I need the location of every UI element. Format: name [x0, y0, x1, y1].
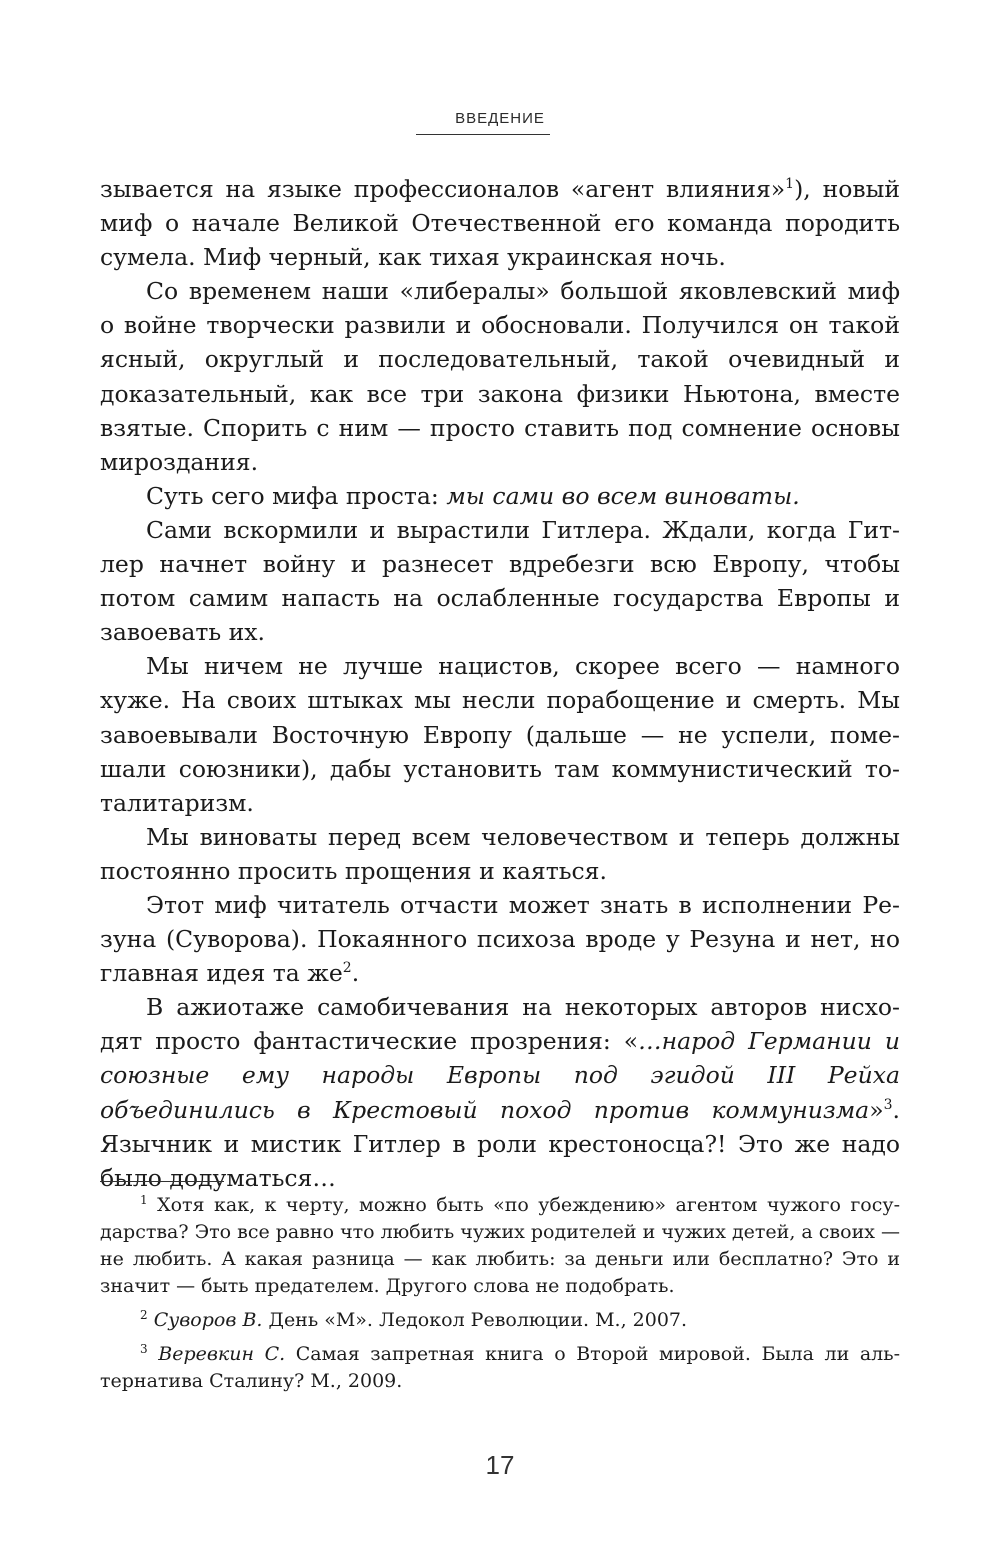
- footnote: [100, 1341, 900, 1395]
- italic-text: мы сами во всем виноваты.: [446, 481, 800, 510]
- text-run: Со временем наши «либералы» большой яковлевский миф о войне творчески развили и обосновали. Получился он такой ясный, округлый и последовательный, такой очевидный и доказательный, как все три закона физики Ньютона, вместе взятые. Спорить с ним — просто ставить под сомнение основы мироздания.: [100, 277, 900, 476]
- paragraph: [100, 513, 900, 649]
- text-run: .: [351, 959, 360, 988]
- footnote-marker: 2: [140, 1308, 148, 1322]
- text-run: ), новый миф о начале Великой Отечественной его команда породить сумела. Миф черный, как тихая украинская ночь.: [100, 175, 900, 272]
- text-run: . Язычник и мистик Гитлер в роли крестоносца?! Это же надо было додуматься…: [100, 1095, 900, 1192]
- running-head-rule: [416, 134, 550, 135]
- text-run: В ажиотаже самобичевания на некоторых авторов нисходят просто фантастические прозрения: «: [100, 993, 900, 1056]
- footnote-marker: 1: [785, 176, 795, 192]
- text-run: Хотя как, к черту, можно быть «по убеждению» агентом чужого государства? Это все равно что любить чужих родителей и чужих детей, а своих — не любить. А какая разница — как любить: за деньги или бесплатно? Это и значит — быть предателем. Другого слова не подобрать.: [100, 1194, 900, 1297]
- footnote-marker: 3: [883, 1096, 893, 1113]
- text-run: Мы виноваты перед всем человечеством и теперь должны постоянно просить прощения и каяться.: [100, 822, 900, 885]
- text-run: »: [869, 1095, 884, 1124]
- paragraph: [100, 649, 900, 819]
- italic-text: …народ Германии и союзные ему народы Европы под эгидой III Рейха объединились в Крестовый поход против коммунизма: [100, 1027, 900, 1124]
- italic-text: Веревкин С.: [158, 1343, 286, 1365]
- footnote: [100, 1307, 900, 1334]
- text-run: Суть сего мифа проста:: [146, 481, 447, 510]
- paragraph: [100, 990, 900, 1195]
- text-run: День «М». Ледокол Революции. М., 2007.: [262, 1309, 688, 1331]
- paragraph: [100, 172, 900, 274]
- footnote-marker: 1: [140, 1193, 148, 1207]
- page-number: 17: [485, 1450, 515, 1480]
- footnote-marker: 2: [342, 960, 352, 977]
- footnotes: [100, 1192, 900, 1402]
- paragraph: [100, 274, 900, 479]
- text-run: Самая запретная книга о Второй мировой. Была ли альтернатива Сталину? М., 2009.: [100, 1343, 900, 1392]
- italic-text: Суворов В.: [153, 1309, 263, 1331]
- paragraph: [100, 888, 900, 990]
- running-head: ВВЕДЕНИЕ: [455, 110, 545, 127]
- text-run: Мы ничем не лучше нацистов, скорее всего — намного хуже. На своих штыках мы несли порабощение и смерть. Мы завоевывали Восточную Европу (дальше — не успели, помешали союзники), дабы установить там коммунистический тоталитаризм.: [100, 652, 900, 817]
- footnote-marker: 3: [140, 1342, 148, 1356]
- text-run: [148, 1343, 159, 1365]
- footnote: [100, 1192, 900, 1300]
- paragraph: [100, 479, 900, 513]
- main-text: [100, 172, 900, 1195]
- paragraph: [100, 820, 900, 888]
- text-run: зывается на языке профессионалов «агент влияния»: [100, 175, 786, 203]
- text-run: Этот миф читатель отчасти может знать в исполнении Резуна (Суворова). Покаянного психоза вроде у Резуна и нет, но главная идея та же: [100, 890, 900, 988]
- footnote-separator: [100, 1181, 224, 1182]
- text-run: Сами вскормили и вырастили Гитлера. Ждали, когда Гитлер начнет войну и разнесет вдребезги всю Европу, чтобы потом самим напасть на ослабленные государства Европы и завоевать их.: [100, 515, 900, 647]
